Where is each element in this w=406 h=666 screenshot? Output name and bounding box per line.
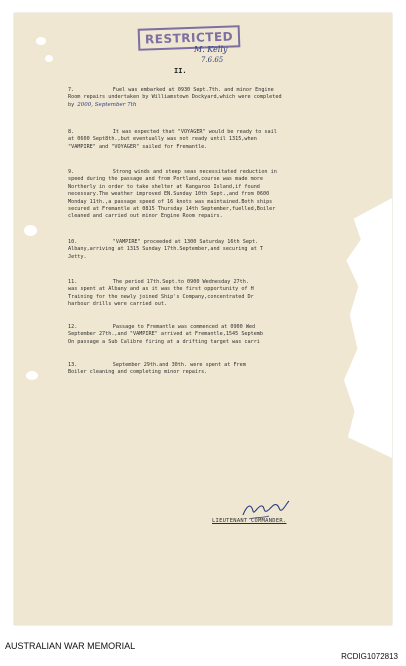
paragraph-line: "VAMPIRE" and "VOYAGER" sailed for Fremantle. — [68, 143, 208, 150]
paragraph-line: by — [68, 101, 78, 108]
handwritten-inline-note: 2000, September 7th — [77, 101, 137, 108]
paragraph-line: "VAMPIRE" proceeded at 1300 Saturday 16th Sept. — [88, 239, 259, 245]
document-page — [14, 13, 392, 625]
footer-attribution: AUSTRALIAN WAR MEMORIAL — [5, 641, 136, 651]
paragraph-line: cleaned and carried out minor Engine Room repairs. — [68, 213, 223, 220]
page-number: II. — [174, 67, 187, 75]
paragraph-line: Strong winds and steep seas necessitated reduction in — [88, 169, 277, 175]
paragraph-number: 12. — [68, 324, 78, 330]
paragraph-line: September 29th.and 30th. were spent at Frem — [88, 362, 246, 368]
paragraph-line: secured at Fremantle at 0815 Thursday 14th September,fuelled,Boiler — [68, 206, 276, 212]
paragraph-line: was spent at Albany and as it was the first opportunity of H — [68, 286, 254, 293]
paragraph-line: Northerly in order to take shelter at Kangaroo Island,if found — [68, 183, 260, 190]
paragraph-line: speed during the passage and from Portland,course was made more — [68, 176, 263, 183]
paragraph-line: Monday 11th.,a passage speed of 16 knots was maintained.Both ships — [68, 198, 273, 205]
signature-rank: LIEUTENANT COMMANDER. — [212, 518, 287, 524]
paragraph-number: 11. — [68, 279, 78, 285]
paragraph-line: at 0600 Sept8th.,but eventually was not ready until 1315,when — [68, 136, 257, 143]
paragraph-line: Fuel was embarked at 0930 Sept.7th. and minor Engine — [88, 87, 274, 93]
paragraph-number: 7. — [68, 87, 75, 93]
torn-paper-edge — [344, 198, 392, 458]
paragraph-line: Boiler cleaning and completing minor repairs. — [68, 369, 208, 376]
paragraph-line: harbour drills were carried out. — [68, 301, 168, 308]
paragraph-line: necessary.The weather improved EN.Sunday 10th Sept.,and from 0600 — [68, 191, 270, 198]
paragraph-number: 9. — [68, 169, 75, 175]
paragraph-number: 10. — [68, 239, 78, 245]
restricted-stamp: RESTRICTED — [138, 25, 241, 51]
paragraph-line: Room repairs undertaken by Williamstown Dockyard,which were completed — [68, 94, 282, 101]
paragraph-number: 8. — [68, 129, 75, 135]
handwritten-initials: M. Kelly — [194, 45, 228, 54]
paragraph-line: Jetty. — [68, 253, 87, 260]
paragraph-line: Passage to Fremantle was commenced at 0900 Wed — [88, 324, 256, 330]
paragraph-line: September 27th.,and "VAMPIRE" arrived at Fremantle,1545 Septemb — [68, 331, 263, 338]
paragraph-number: 13. — [68, 362, 78, 368]
paragraph-line: Albany,arriving at 1315 Sunday 17th.September,and securing at T — [68, 246, 263, 253]
paragraph-line: The period 17th.Sept.to 0900 Wednesday 27th. — [88, 279, 249, 285]
footer-record-id: RCDIG1072813 — [341, 652, 398, 661]
paragraph-line: On passage a Sub Calibre firing at a drifting target was carri — [68, 338, 260, 345]
paragraph-line: Training for the newly joined Ship's Company,concentrated Dr — [68, 293, 254, 300]
paragraph-line: It was expected that "VOYAGER" would be ready to sail — [88, 129, 277, 135]
handwritten-date: 7.6.65 — [201, 56, 224, 64]
